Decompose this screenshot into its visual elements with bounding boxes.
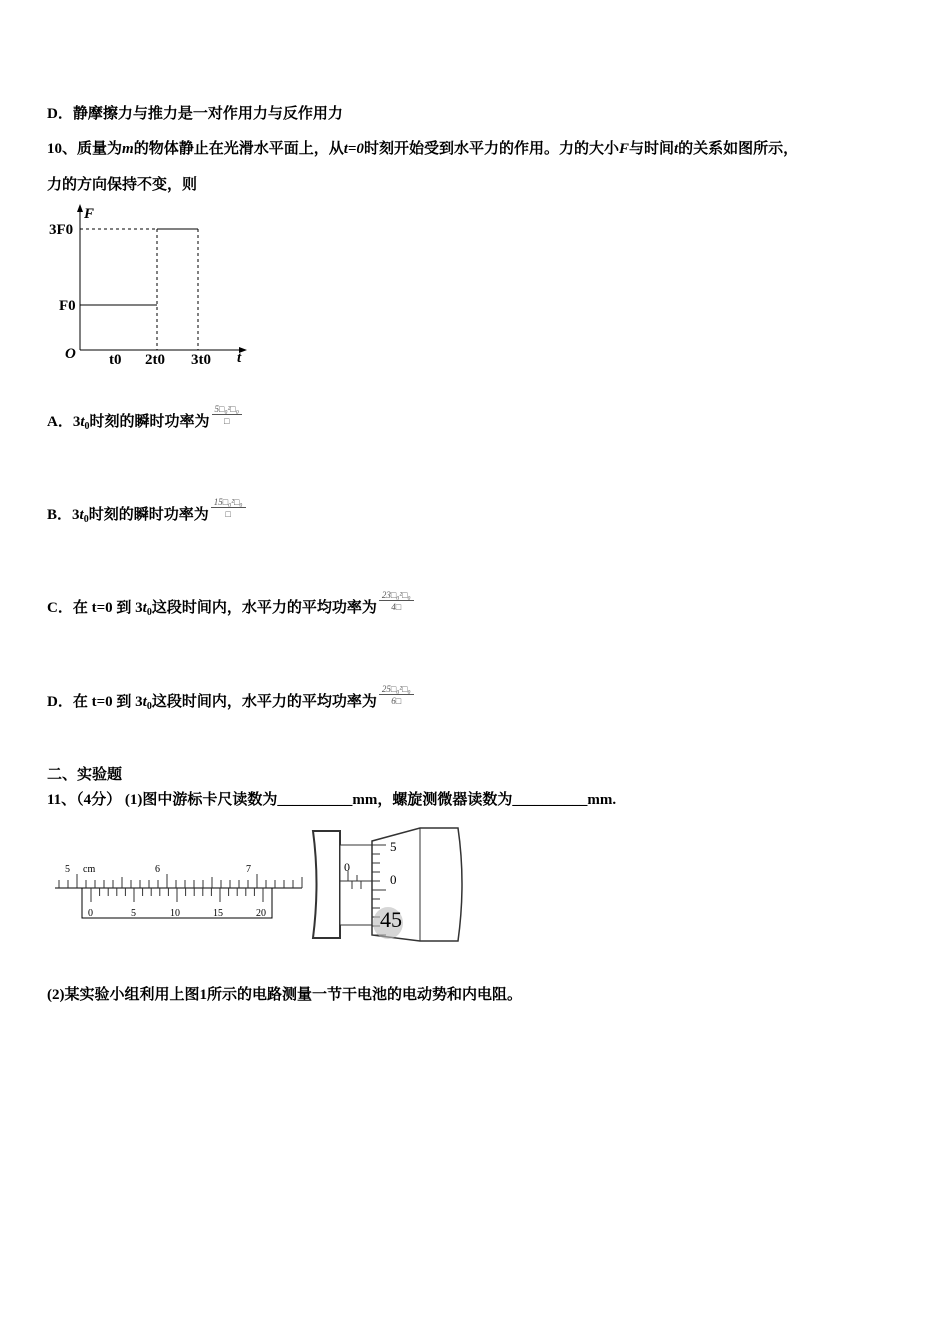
t: t: [142, 694, 147, 710]
sleeve: [340, 845, 372, 925]
vernier-caliper: [50, 855, 305, 925]
vernier-label: 0: [88, 908, 93, 919]
y-arrow: [77, 204, 83, 212]
t: A．: [47, 414, 73, 430]
unit-label: cm: [83, 864, 96, 875]
t: 时刻开始受到水平力的作用。力的大小: [363, 141, 619, 157]
t: 0: [146, 607, 152, 618]
t: 的关系如图所示，: [678, 141, 799, 157]
q11-stem: [47, 788, 616, 809]
t: 0: [83, 514, 89, 525]
y-tick: 3F0: [49, 222, 74, 238]
option-a[interactable]: [47, 403, 242, 434]
section-heading: 二、实验题: [47, 767, 123, 783]
q10-stem: [47, 137, 798, 158]
t: 0: [84, 421, 90, 432]
numerator: 5□₀²□₀: [212, 404, 242, 415]
denominator: 6□: [391, 695, 402, 706]
main-label: 7: [246, 864, 251, 875]
vernier-label: 10: [170, 908, 180, 919]
thimble-label-handwritten: 45: [380, 907, 402, 932]
t: 在 t=0 到 3: [72, 600, 143, 616]
x-tick: t0: [109, 352, 122, 368]
vernier-label: 5: [131, 908, 136, 919]
t: 与时间: [628, 141, 674, 157]
micrometer: [308, 823, 468, 945]
vernier-label: 15: [213, 908, 223, 919]
vernier-label: 20: [256, 908, 266, 919]
option-c[interactable]: [47, 589, 414, 620]
answer-blank-2[interactable]: __________: [512, 792, 588, 808]
origin-label: O: [65, 346, 76, 362]
numerator: 25□₀²□₀: [379, 684, 414, 695]
t: t=0: [343, 141, 364, 157]
t: B．: [47, 507, 73, 523]
t: 在 t=0 到 3: [72, 694, 143, 710]
y-tick: F0: [59, 298, 76, 314]
main-label: 5: [65, 864, 70, 875]
fraction: [379, 590, 414, 612]
t: F: [618, 141, 629, 157]
t: 时刻的瞬时功率为: [89, 414, 210, 430]
t: t: [80, 414, 85, 430]
t: t: [142, 600, 147, 616]
t: m: [122, 141, 134, 157]
x-axis-label: t: [237, 350, 242, 366]
denominator: 4□: [391, 601, 402, 612]
denominator: □: [223, 415, 230, 426]
x-tick: 2t0: [145, 352, 165, 368]
t: mm.: [587, 792, 617, 808]
option-b[interactable]: [47, 496, 246, 527]
fraction: [379, 684, 414, 706]
t: 这段时间内，水平力的平均功率为: [151, 694, 377, 710]
fraction: [211, 497, 246, 519]
t: 3: [72, 414, 81, 430]
t: 0: [146, 701, 152, 712]
main-label: 6: [155, 864, 160, 875]
t: D．: [47, 694, 73, 710]
answer-blank-1[interactable]: __________: [277, 792, 353, 808]
q-number: 10、: [47, 141, 78, 157]
t: mm，螺旋测微器读数为: [352, 792, 513, 808]
x-tick: 3t0: [191, 352, 211, 368]
t: 3: [72, 507, 80, 523]
t: 质量为: [77, 141, 123, 157]
t: t: [673, 141, 679, 157]
fraction: [212, 404, 242, 426]
denominator: □: [225, 508, 231, 519]
thimble-label: 0: [390, 872, 397, 887]
y-axis-label: F: [84, 206, 95, 222]
option-d[interactable]: [47, 683, 414, 714]
q11-part2: (2)某实验小组利用上图1所示的电路测量一节干电池的电动势和内电阻。: [47, 987, 522, 1003]
q10-stem-line2: 力的方向保持不变，则: [47, 177, 198, 193]
numerator: 15□₀²□₀: [211, 497, 246, 508]
sleeve-label: 0: [344, 860, 350, 874]
t: t: [79, 507, 84, 523]
thimble-label: 5: [390, 839, 397, 854]
numerator: 23□₀²□₀: [379, 590, 414, 601]
t: 11、（4分） (1)图中游标卡尺读数为: [47, 792, 278, 808]
t: 这段时间内，水平力的平均功率为: [151, 600, 377, 616]
prev-option-d: D．静摩擦力与推力是一对作用力与反作用力: [47, 106, 343, 122]
t: 时刻的瞬时功率为: [88, 507, 209, 523]
t: 的物体静止在光滑水平面上，从: [133, 141, 344, 157]
force-time-graph: [45, 200, 255, 375]
frame: [313, 831, 340, 938]
t: C．: [47, 600, 73, 616]
